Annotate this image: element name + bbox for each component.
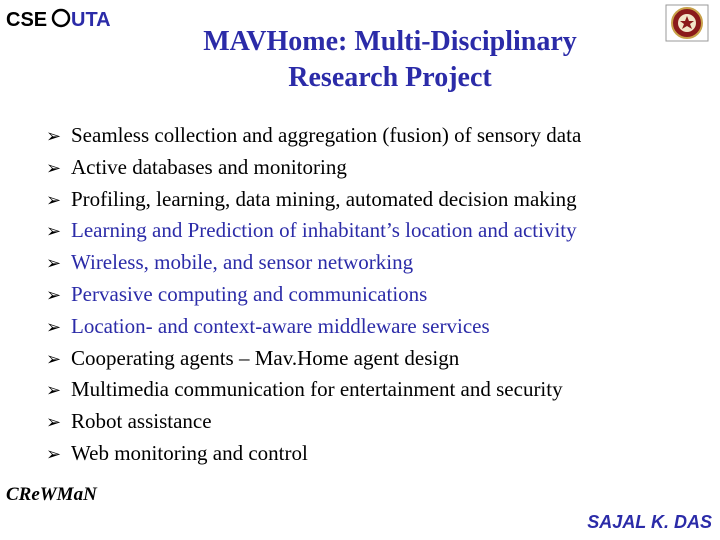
bullet-list: [46, 120, 706, 470]
bullet-item: [46, 406, 706, 438]
slide-title: [110, 24, 670, 96]
arrow-bullet-icon: ➢: [46, 412, 62, 434]
bullet-text: Web monitoring and control: [71, 440, 308, 465]
bullet-item: [46, 215, 706, 247]
arrow-bullet-icon: ➢: [46, 189, 62, 211]
arrow-bullet-icon: ➢: [46, 126, 62, 147]
bullet-text: Profiling, learning, data mining, automated decision making: [71, 186, 577, 211]
bullet-item: [46, 374, 706, 406]
arrow-bullet-icon: ➢: [46, 380, 62, 402]
university-seal-icon: [665, 4, 709, 42]
bullet-text: Location- and context-aware middleware services: [71, 313, 490, 338]
uta-logo-text: UTA: [71, 9, 111, 31]
bullet-item: [46, 120, 706, 152]
arrow-bullet-icon: ➢: [46, 348, 62, 370]
bullet-item: [46, 247, 706, 279]
bullet-item: [46, 343, 706, 375]
footer-author: SAJAL K. DAS: [587, 512, 712, 532]
arrow-bullet-icon: ➢: [46, 284, 62, 306]
arrow-bullet-icon: ➢: [46, 253, 62, 275]
arrow-bullet-icon: ➢: [46, 157, 62, 179]
arrow-bullet-icon: ➢: [46, 221, 62, 243]
bullet-text: Active databases and monitoring: [71, 154, 347, 179]
bullet-item: [46, 152, 706, 184]
bullet-text: Cooperating agents – Mav.Home agent design: [71, 345, 460, 370]
title-line-2: Research Project: [288, 62, 492, 93]
bullet-text: Robot assistance: [71, 409, 212, 434]
bullet-text: Wireless, mobile, and sensor networking: [71, 250, 414, 275]
cse-logo-text: CSE: [6, 9, 48, 31]
cse-uta-logo-icon: [6, 4, 111, 32]
bullet-item: [46, 311, 706, 343]
bullet-item: [46, 279, 706, 311]
title-line-1: MAVHome: Multi-Disciplinary: [203, 26, 577, 57]
arrow-bullet-icon: ➢: [46, 443, 62, 465]
footer-group-name: CReWMaN: [6, 484, 97, 505]
bullet-text: Seamless collection and aggregation (fusion) of sensory data: [71, 123, 582, 147]
bullet-item: [46, 184, 706, 216]
bullet-text: Pervasive computing and communications: [71, 281, 428, 306]
bullet-text: Multimedia communication for entertainment and security: [71, 377, 563, 402]
bullet-text: Learning and Prediction of inhabitant’s location and activity: [71, 218, 577, 243]
bullet-item: [46, 438, 706, 470]
arrow-bullet-icon: ➢: [46, 316, 62, 338]
